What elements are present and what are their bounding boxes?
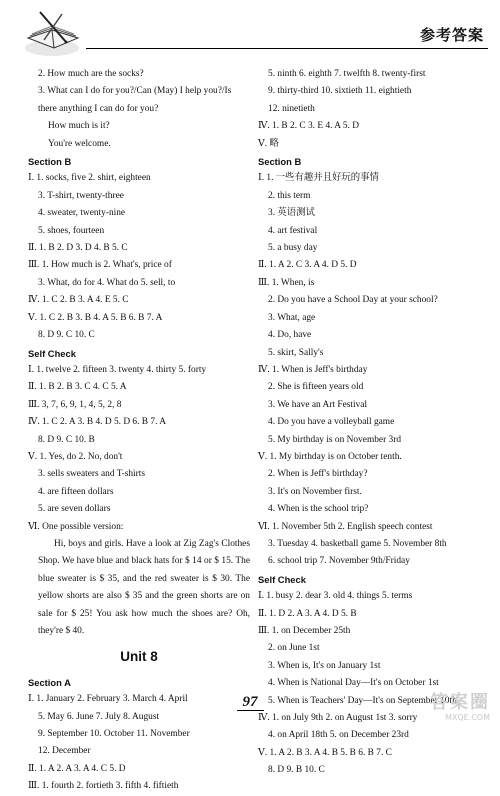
answer-line: 2. this term bbox=[268, 190, 311, 201]
unit-title: Unit 8 bbox=[120, 649, 158, 665]
answer-line: 5. shoes, fourteen bbox=[38, 225, 105, 236]
page-number: 97 bbox=[0, 694, 500, 711]
answer-line: Ⅱ. 1. D 2. A 3. A 4. D 5. B bbox=[258, 608, 357, 619]
book-logo-icon bbox=[22, 8, 84, 60]
answer-line: 12. December bbox=[38, 746, 91, 757]
section-heading: Section B bbox=[28, 156, 72, 168]
answer-line: 3. What, age bbox=[268, 312, 316, 323]
watermark: 答案圈 MXQE.COM bbox=[430, 692, 490, 722]
answer-line: Ⅵ. One possible version: bbox=[28, 521, 124, 532]
answer-line: 3. What, do for 4. What do 5. sell, to bbox=[38, 277, 176, 288]
answer-line: Ⅳ. 1. B 2. C 3. E 4. A 5. D bbox=[258, 121, 360, 132]
answer-line: 2. When is Jeff's birthday? bbox=[268, 469, 368, 480]
answer-line: Ⅴ. 略 bbox=[258, 138, 279, 149]
section-heading: Section B bbox=[258, 156, 302, 168]
answer-line: You're welcome. bbox=[48, 138, 111, 149]
answer-line: Ⅴ. 1. C 2. B 3. B 4. A 5. B 6. B 7. A bbox=[28, 312, 163, 323]
answer-line: 3. Tuesday 4. basketball game 5. November 8th bbox=[268, 538, 447, 549]
answer-line: Ⅳ. 1. on July 9th 2. on August 1st 3. sorry bbox=[258, 713, 418, 724]
answer-line: Ⅴ. 1. A 2. B 3. A 4. B 5. B 6. B 7. C bbox=[258, 747, 392, 758]
answer-line: 2. How much are the socks? bbox=[38, 69, 144, 79]
answer-line: 6. school trip 7. November 9th/Friday bbox=[268, 556, 410, 567]
left-column bbox=[28, 66, 250, 796]
header-divider bbox=[86, 48, 488, 49]
answer-line: 3. sells sweaters and T-shirts bbox=[38, 469, 146, 480]
answer-line: Ⅲ. 1. How much is 2. What's, price of bbox=[28, 260, 172, 271]
answer-line: 4. When is the school trip? bbox=[268, 504, 369, 515]
answer-line: Ⅰ. 1. twelve 2. fifteen 3. twenty 4. thirty 5. forty bbox=[28, 364, 207, 375]
section-heading: Self Check bbox=[258, 573, 306, 585]
answer-line: 5. May 6. June 7. July 8. August bbox=[38, 711, 160, 722]
answer-line: Ⅴ. 1. My birthday is on October tenth. bbox=[258, 451, 402, 462]
right-column bbox=[258, 66, 488, 780]
answer-line: Ⅲ. 1. fourth 2. fortieth 3. fifth 4. fiftieth bbox=[28, 781, 179, 792]
answer-line: Ⅱ. 1. A 2. C 3. A 4. D 5. D bbox=[258, 260, 357, 271]
answer-line: 8. D 9. B 10. C bbox=[268, 765, 325, 776]
answer-line: there anything I can do for you? bbox=[38, 103, 159, 114]
answer-line: 3. What can I do for you?/Can (May) I help you?/Is bbox=[38, 86, 232, 97]
answer-line: 3. We have an Art Festival bbox=[268, 399, 368, 410]
answer-line: 5. When is Teachers' Day—It's on September 10th bbox=[268, 695, 457, 706]
answer-line: Ⅳ. 1. C 2. A 3. B 4. D 5. D 6. B 7. A bbox=[28, 417, 167, 428]
answer-line: 8. D 9. C 10. B bbox=[38, 434, 95, 445]
answer-line: Ⅱ. 1. B 2. D 3. D 4. B 5. C bbox=[28, 243, 128, 254]
answer-line: 12. ninetieth bbox=[268, 103, 315, 114]
answer-line: 2. on June 1st bbox=[268, 643, 320, 654]
header-title: 参考答案 bbox=[419, 26, 484, 44]
answer-line: 2. Do you have a School Day at your school? bbox=[268, 295, 438, 306]
answer-line: Ⅰ. 1. busy 2. dear 3. old 4. things 5. terms bbox=[258, 591, 413, 602]
answer-line: 4. Do you have a volleyball game bbox=[268, 417, 395, 428]
answer-line: Ⅲ. 1. on December 25th bbox=[258, 626, 351, 636]
answer-line: 3. 英语测试 bbox=[268, 208, 315, 219]
answer-line: 5. a busy day bbox=[268, 243, 318, 254]
answer-line: Ⅳ. 1. C 2. B 3. A 4. E 5. C bbox=[28, 295, 129, 306]
answer-line: 4. are fifteen dollars bbox=[38, 486, 114, 497]
answer-line: 4. on April 18th 5. on December 23rd bbox=[268, 730, 409, 741]
answer-line: 4. sweater, twenty-nine bbox=[38, 208, 126, 219]
answer-line: How much is it? bbox=[48, 121, 110, 132]
answer-line: Ⅰ. 1. socks, five 2. shirt, eighteen bbox=[28, 173, 151, 184]
answer-line: Ⅱ. 1. A 2. A 3. A 4. C 5. D bbox=[28, 763, 126, 774]
answer-line: 3. When is, It's on January 1st bbox=[268, 660, 381, 671]
answer-line: Ⅴ. 1. Yes, do 2. No, don't bbox=[28, 451, 123, 462]
answer-line: Ⅲ. 3, 7, 6, 9, 1, 4, 5, 2, 8 bbox=[28, 399, 122, 410]
answer-line: 5. ninth 6. eighth 7. twelfth 8. twenty-first bbox=[268, 69, 426, 79]
answer-line: 5. My birthday is on November 3rd bbox=[268, 434, 402, 445]
answer-line: 3. T-shirt, twenty-three bbox=[38, 190, 124, 201]
answer-line: 4. Do, have bbox=[268, 330, 312, 341]
answer-line: Ⅱ. 1. B 2. B 3. C 4. C 5. A bbox=[28, 382, 127, 393]
answer-line: Ⅰ. 1. January 2. February 3. March 4. April bbox=[28, 694, 188, 705]
section-heading: Section A bbox=[28, 676, 71, 688]
answer-line: Ⅲ. 1. When, is bbox=[258, 277, 315, 288]
section-heading: Self Check bbox=[28, 347, 76, 359]
answer-line: Ⅵ. 1. November 5th 2. English speech contest bbox=[258, 521, 433, 532]
answer-line: Ⅳ. 1. When is Jeff's birthday bbox=[258, 364, 368, 375]
answer-line: 4. art festival bbox=[268, 225, 318, 236]
answer-line: 8. D 9. C 10. C bbox=[38, 330, 95, 341]
answer-line: 5. are seven dollars bbox=[38, 504, 111, 515]
page-header bbox=[0, 0, 500, 62]
sample-essay: Hi, boys and girls. Have a look at Zig Zag's Clothes Shop. We have blue and black hats for $ 14 or $ 15. The blue sweater is $ 35, and the red sweater is $ 30. The yellow shorts are also $ 35 and the green shorts are on sale for $ 25! You ask how much the shoes are? Oh, they're $ 40. bbox=[38, 538, 250, 636]
answer-line: 2. She is fifteen years old bbox=[268, 382, 364, 393]
answer-line: 9. September 10. October 11. November bbox=[38, 729, 190, 740]
answer-line: 4. When is National Day—It's on October 1st bbox=[268, 678, 439, 689]
answer-line: 5. skirt, Sally's bbox=[268, 347, 324, 358]
answer-line: 3. It's on November first. bbox=[268, 486, 362, 497]
answer-line: Ⅰ. 1. 一些有趣并且好玩的事情 bbox=[258, 173, 379, 184]
answer-line: 9. thirty-third 10. sixtieth 11. eightieth bbox=[268, 86, 412, 97]
